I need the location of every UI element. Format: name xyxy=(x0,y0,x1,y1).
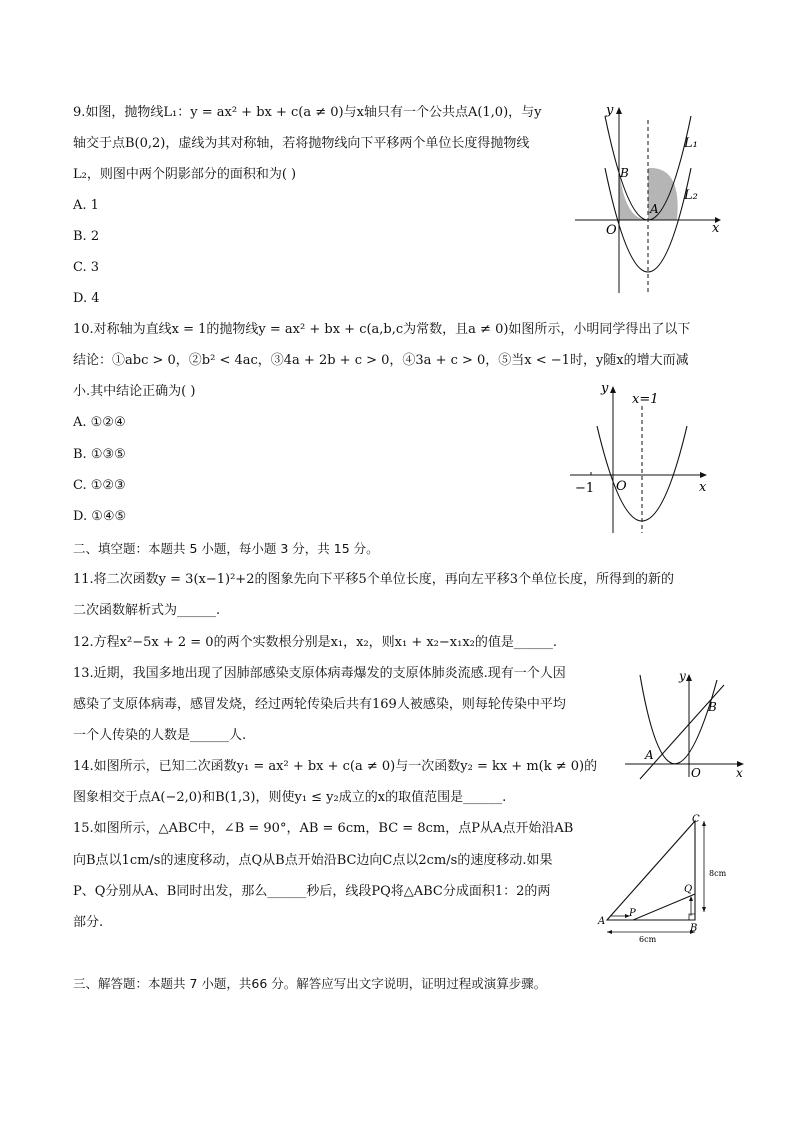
q10-label-o: O xyxy=(616,479,627,494)
q9-line-3: L₂，则图中两个阴影部分的面积和为( ) xyxy=(73,167,297,182)
q13-label-a: A xyxy=(645,748,654,762)
q15-dim-bc-top xyxy=(702,821,706,826)
q9-option-d: D. 4 xyxy=(73,291,100,306)
q13-y-arrow xyxy=(686,674,692,681)
q15-line-1: 15.如图所示，△ABC中，∠B = 90°，AB = 6cm，BC = 8cm，点P从A点开始沿AB xyxy=(73,821,574,836)
q9-option-a: A. 1 xyxy=(73,198,99,213)
q11-line-2: 二次函数解析式为______. xyxy=(73,603,221,618)
q10-label-axis: x=1 xyxy=(632,392,659,407)
q15-segment-pq xyxy=(633,894,695,920)
q15-label-p: P xyxy=(629,908,636,919)
q13-line-2: 感染了支原体病毒，感冒发烧，经过两轮传染后共有169人被感染，则每轮传染中平均 xyxy=(73,697,566,712)
q13-label-o: O xyxy=(691,766,701,780)
q10-line-1: 10.对称轴为直线x = 1的抛物线y = ax² + bx + c(a,b,c为常数，且a ≠ 0)如图所示，小明同学得出了以下 xyxy=(73,322,691,337)
q9-option-c: C. 3 xyxy=(73,260,100,275)
q10-option-a: A. ①②④ xyxy=(73,415,126,430)
q15-label-c: C xyxy=(692,814,700,825)
q15-triangle-abc xyxy=(607,821,695,920)
q9-label-l2: L₂ xyxy=(684,188,698,203)
q15-line-2: 向B点以1cm/s的速度移动，点Q从B点开始沿BC边向C点以2cm/s的速度移动.如果 xyxy=(73,853,553,868)
q10-x-arrow xyxy=(700,472,707,478)
q9-label-x: x xyxy=(712,221,720,236)
q10-figure xyxy=(565,378,725,538)
q9-label-b: B xyxy=(620,166,629,180)
q10-label-y: y xyxy=(601,381,609,396)
q12-line: 12.方程x²−5x + 2 = 0的两个实数根分别是x₁，x₂，则x₁ + x₂−x₁x₂的值是______. xyxy=(73,635,558,650)
q9-label-a: A xyxy=(650,202,659,216)
q15-right-angle-mark xyxy=(689,914,695,920)
q10-option-c: C. ①②③ xyxy=(73,478,126,493)
q10-label-neg1: −1 xyxy=(575,481,595,496)
q15-label-8cm: 8cm xyxy=(709,869,727,878)
q15-label-a: A xyxy=(598,916,606,927)
q10-option-d: D. ①④⑤ xyxy=(73,509,127,524)
q13-label-b: B xyxy=(708,700,717,714)
q10-line-2: 结论：①abc > 0，②b² < 4ac，③4a + 2b + c > 0，④3a + c > 0，⑤当x < −1时，y随x的增大而减 xyxy=(73,353,689,368)
q15-label-6cm: 6cm xyxy=(639,935,657,944)
q13-label-y: y xyxy=(679,669,686,683)
q13-line-1: 13.近期，我国多地出现了因肺部感染支原体病毒爆发的支原体肺炎流感.现有一个人因 xyxy=(73,666,566,681)
q13-figure xyxy=(620,665,760,780)
q15-dim-bc-bottom xyxy=(702,907,706,912)
q15-label-b: B xyxy=(690,923,698,934)
q15-line-3: P、Q分别从A、B同时出发，那么______秒后，线段PQ将△ABC分成面积1：2的两 xyxy=(73,884,551,899)
q13-label-x: x xyxy=(736,766,743,780)
q11-line-1: 11.将二次函数y = 3(x−1)²+2的图象先向下平移5个单位长度，再向左平移3个单位长度，所得到的新的 xyxy=(73,572,675,587)
q9-line-2: 轴交于点B(0,2)，虚线为其对称轴，若将抛物线向下平移两个单位长度得抛物线 xyxy=(73,136,530,151)
section-2-heading: 二、填空题：本题共 5 小题，每小题 3 分，共 15 分。 xyxy=(73,541,379,556)
q9-y-arrow xyxy=(616,107,622,114)
q9-line-1: 9.如图，抛物线L₁：y = ax² + bx + c(a ≠ 0)与x轴只有一个公共点A(1,0)，与y xyxy=(73,105,542,120)
q10-line-3: 小.其中结论正确为( ) xyxy=(73,384,196,399)
q9-label-l1: L₁ xyxy=(684,136,698,151)
q13-line-3: 一个人传染的人数是______人. xyxy=(73,728,247,743)
q10-label-x: x xyxy=(699,480,707,495)
q15-label-q: Q xyxy=(684,884,693,895)
section-3-heading: 三、解答题：本题共 7 小题，共66 分。解答应写出文字说明，证明过程或演算步骤。 xyxy=(73,976,547,991)
q10-option-b: B. ①③⑤ xyxy=(73,447,126,462)
q9-figure xyxy=(570,98,750,298)
q10-y-arrow xyxy=(610,386,616,393)
q9-label-o: O xyxy=(606,223,617,238)
q14-line-2: 图象相交于点A(−2,0)和B(1,3)，则使y₁ ≤ y₂成立的x的取值范围是______. xyxy=(73,790,507,805)
q14-line-1: 14.如图所示，已知二次函数y₁ = ax² + bx + c(a ≠ 0)与一次函数y₂ = kx + m(k ≠ 0)的 xyxy=(73,759,598,774)
q15-figure xyxy=(595,812,740,947)
q9-option-b: B. 2 xyxy=(73,229,100,244)
q15-dim-ab-left xyxy=(607,930,612,934)
q9-label-y: y xyxy=(606,103,614,118)
q15-line-4: 部分. xyxy=(73,915,104,930)
